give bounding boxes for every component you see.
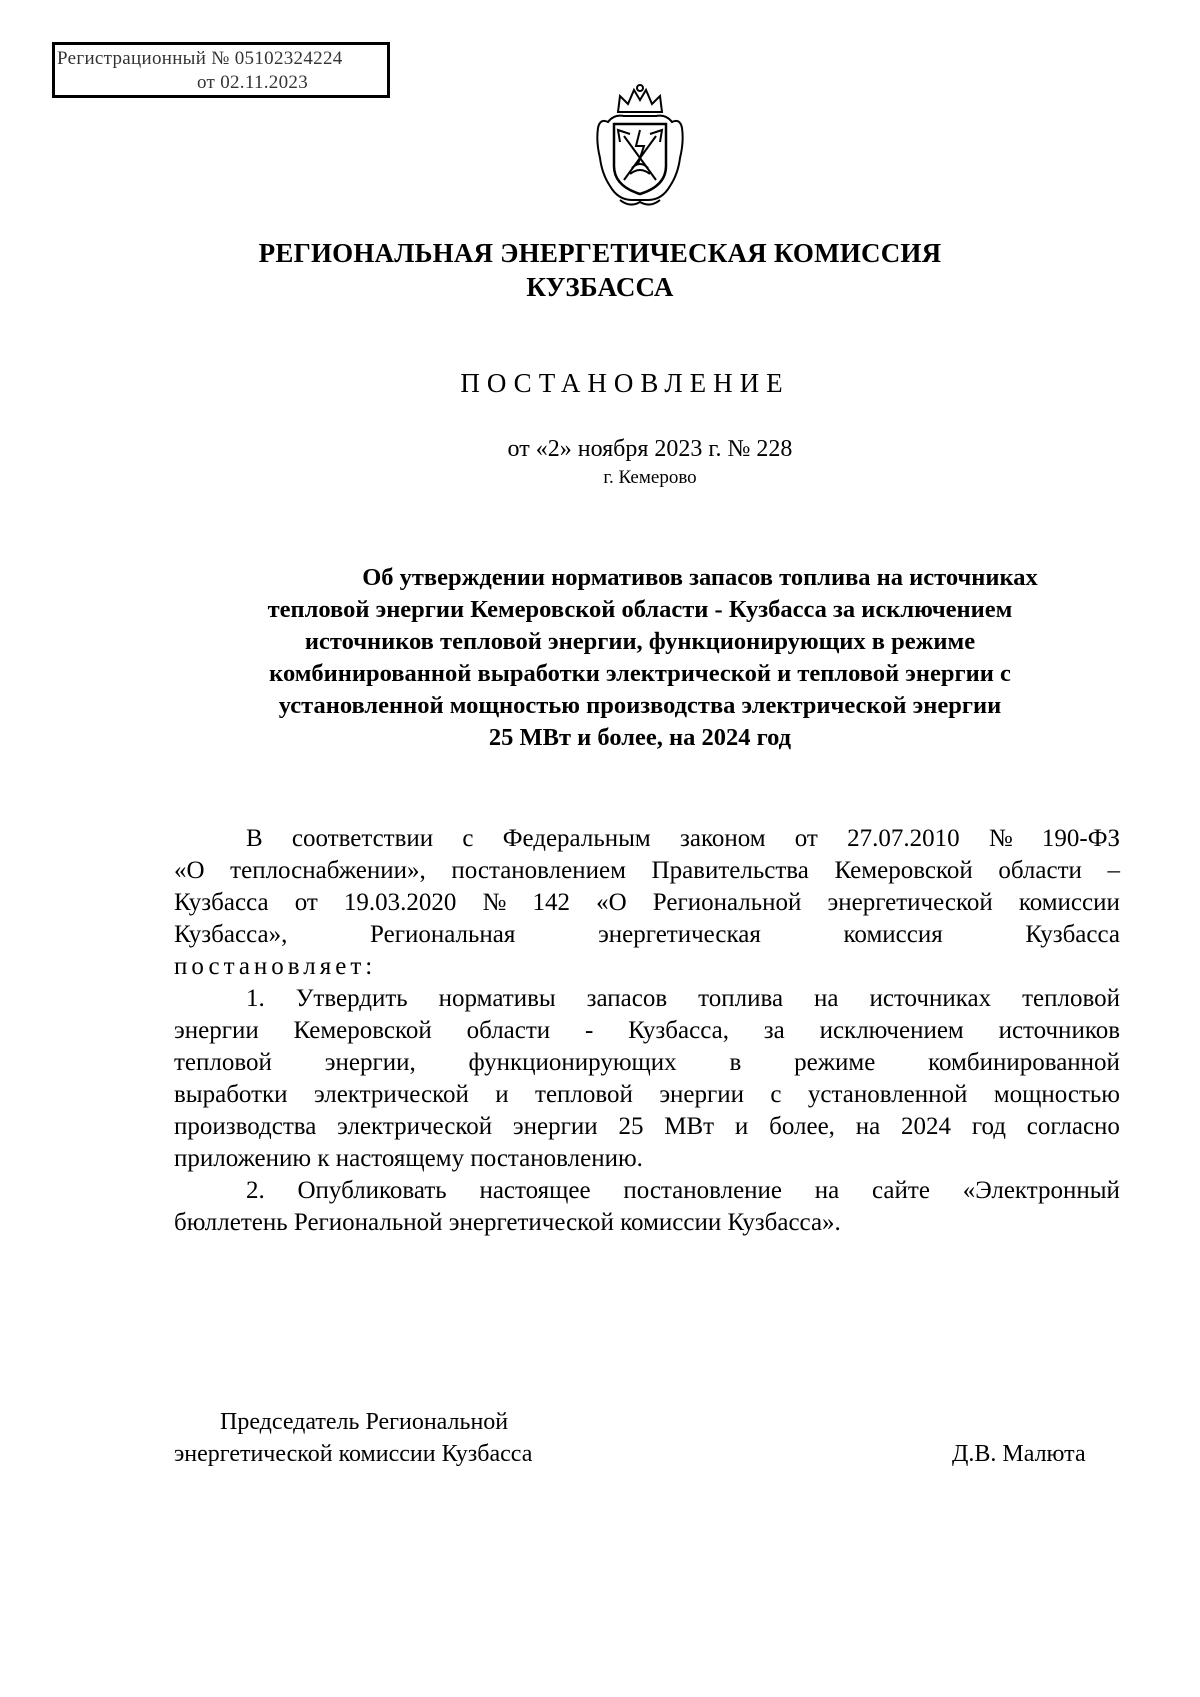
title-line: тепловой энергии Кемеровской области - Кузбасса за исключением — [267, 596, 1013, 623]
registration-number: Регистрационный № 05102324224 — [57, 48, 343, 69]
registration-stamp — [52, 42, 390, 98]
body-line: приложению к настоящему постановлению. — [174, 1145, 643, 1172]
body-line: выработки электрической и тепловой энергии с установленной мощностью — [174, 1081, 1120, 1108]
body-line: Кузбасса от 19.03.2020 № 142 «О Региональной энергетической комиссии — [174, 889, 1120, 916]
organization-name-line1: РЕГИОНАЛЬНАЯ ЭНЕРГЕТИЧЕСКАЯ КОМИССИЯ — [258, 238, 942, 268]
body-line: бюллетень Региональной энергетической комиссии Кузбасса». — [174, 1209, 841, 1236]
document-date-number: от «2» ноября 2023 г. № 228 — [507, 436, 793, 462]
registration-date: от 02.11.2023 — [197, 72, 308, 93]
body-line: энергии Кемеровской области - Кузбасса, за исключением источников — [174, 1017, 1120, 1044]
document-type: ПОСТАНОВЛЕНИЕ — [460, 368, 790, 398]
body-line: 1. Утвердить нормативы запасов топлива на источниках тепловой — [246, 985, 1120, 1012]
signatory-position — [174, 1406, 532, 1470]
title-line: Об утверждении нормативов запасов топлива на источниках — [362, 564, 1038, 591]
body-line-decree-word: постановляет: — [174, 953, 377, 980]
body-line: В соответствии с Федеральным законом от 27.07.2010 № 190-ФЗ — [246, 825, 1120, 852]
document-title — [200, 562, 1080, 754]
signatory-position-line1: Председатель Региональной — [220, 1409, 509, 1435]
title-line: установленной мощностью производства электрической энергии — [278, 692, 1002, 719]
title-line: 25 МВт и более, на 2024 год — [488, 724, 792, 751]
body-line: 2. Опубликовать настоящее постановление на сайте «Электронный — [246, 1177, 1120, 1204]
body-line: тепловой энергии, функционирующих в режиме комбинированной — [174, 1049, 1120, 1076]
document-body — [174, 823, 1120, 1239]
body-line: «О теплоснабжении», постановлением Правительства Кемеровской области – — [174, 857, 1120, 884]
document-city: г. Кемерово — [603, 467, 697, 488]
kuzbass-coat-of-arms-icon — [590, 82, 690, 210]
body-line: производства электрической энергии 25 МВт и более, на 2024 год согласно — [174, 1113, 1120, 1140]
body-line: Кузбасса», Региональная энергетическая комиссия Кузбасса — [174, 921, 1120, 948]
organization-name-line2: КУЗБАССА — [526, 272, 674, 302]
organization-name — [0, 236, 1200, 304]
signatory-position-line2: энергетической комиссии Кузбасса — [174, 1441, 533, 1467]
title-line: комбинированной выработки электрической и тепловой энергии с — [269, 660, 1011, 687]
signatory-name: Д.В. Малюта — [952, 1441, 1086, 1467]
title-line: источников тепловой энергии, функционирующих в режиме — [304, 628, 976, 655]
